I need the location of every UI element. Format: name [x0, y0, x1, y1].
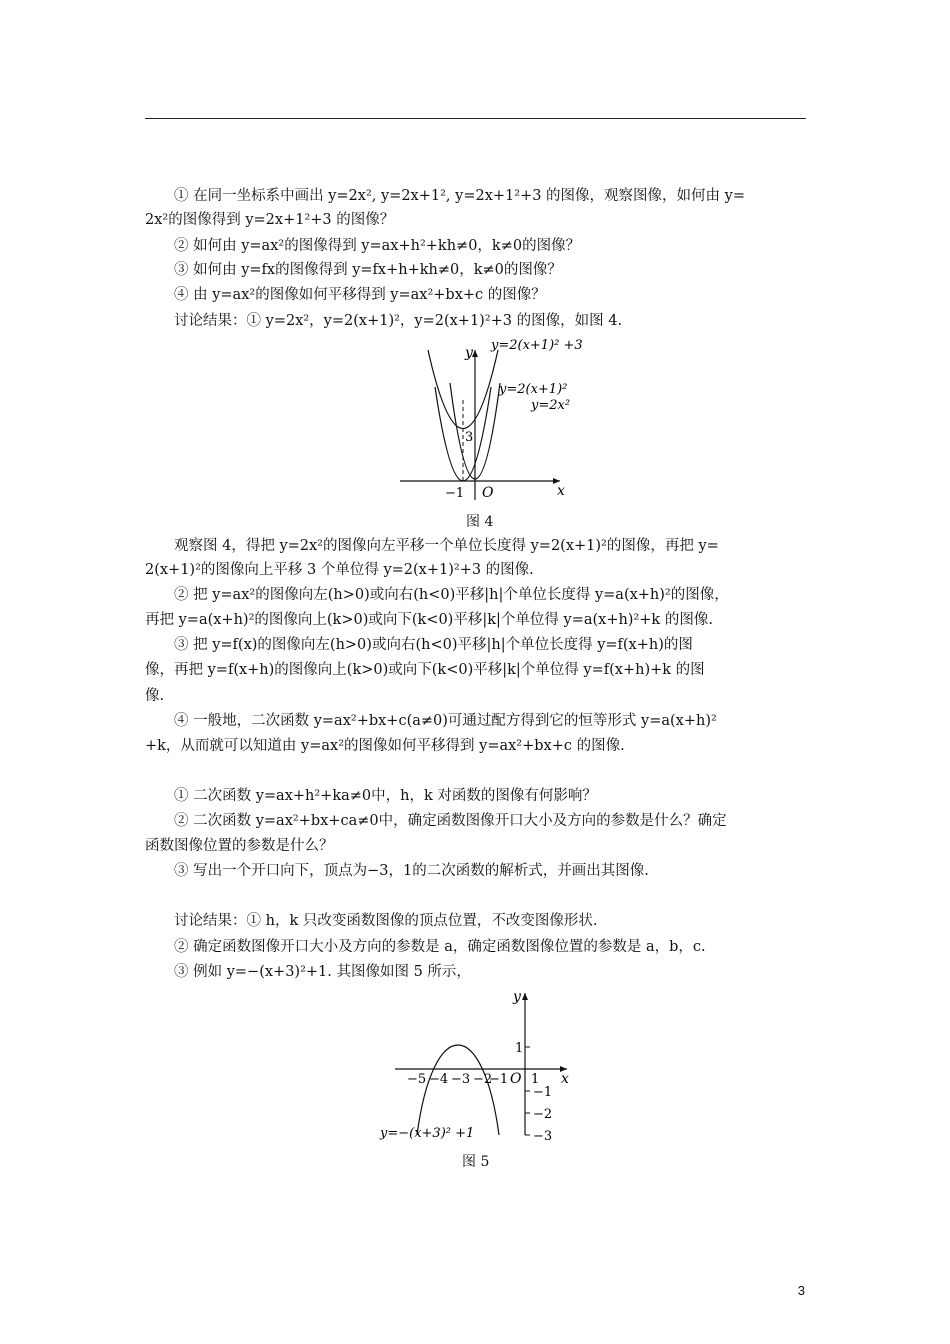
- text-line: 讨论结果：① y=2x²，y=2(x+1)²，y=2(x+1)²+3 的图像，如图 4.: [174, 313, 623, 329]
- figure-5-caption: 图 5: [462, 1154, 490, 1170]
- text-line: 像，再把 y=f(x+h)的图像向上(k>0)或向下(k<0)平移|k|个单位得 y=f(x+h)+k 的图: [145, 662, 705, 678]
- text-line: ③ 写出一个开口向下，顶点为−3，1的二次函数的解析式，并画出其图像.: [174, 863, 649, 879]
- header-rule: [145, 118, 806, 119]
- y-tick-label: −3: [533, 1129, 553, 1144]
- text-line: ② 把 y=ax²的图像向左(h>0)或向右(h<0)平移|h|个单位长度得 y=a(x+h)²的图像，: [174, 587, 729, 603]
- text-line: +k，从而就可以知道由 y=ax²的图像如何平移得到 y=ax²+bx+c 的图像.: [145, 738, 625, 754]
- origin-label: O: [482, 485, 494, 501]
- text-line: 观察图 4，得把 y=2x²的图像向左平移一个单位长度得 y=2(x+1)²的图像，再把 y=: [174, 538, 719, 554]
- y-arrow: [522, 993, 528, 1000]
- figure-4: [395, 335, 635, 505]
- text-line: ① 在同一坐标系中画出 y=2x², y=2x+1², y=2x+1²+3 的图像，观察图像，如何由 y=: [174, 188, 746, 204]
- text-line: 2x²的图像得到 y=2x+1²+3 的图像？: [145, 212, 395, 228]
- text-line: 2(x+1)²的图像向上平移 3 个单位得 y=2(x+1)²+3 的图像.: [145, 562, 534, 578]
- text-line: 像.: [145, 688, 165, 704]
- y-tick-label: 1: [515, 1041, 524, 1056]
- x-axis-label: x: [561, 1071, 569, 1087]
- x-tick-label: −5: [407, 1072, 427, 1087]
- text-line: ④ 一般地，二次函数 y=ax²+bx+c(a≠0)可通过配方得到它的恒等形式 y=a(x+h)²: [174, 713, 717, 729]
- text-line: ① 二次函数 y=ax+h²+ka≠0中，h，k 对函数的图像有何影响？: [174, 788, 597, 804]
- x-tick-label: −3: [451, 1072, 471, 1087]
- y-axis-label: y: [465, 345, 473, 361]
- text-line: ② 确定函数图像开口大小及方向的参数是 a，确定函数图像位置的参数是 a，b，c.: [174, 939, 706, 955]
- page-number: 3: [797, 1283, 805, 1298]
- x-tick-label: −2: [473, 1072, 493, 1087]
- text-line: ② 二次函数 y=ax²+bx+ca≠0中，确定函数图像开口大小及方向的参数是什么？确定: [174, 813, 727, 829]
- text-line: 函数图像位置的参数是什么？: [145, 838, 334, 854]
- x-axis-label: x: [557, 483, 565, 499]
- label-curve-low: y=2x²: [531, 398, 571, 413]
- label-curve-mid: y=2(x+1)²: [499, 382, 568, 397]
- parabola: [417, 1045, 499, 1135]
- curve-label: y=−(x+3)² +1: [380, 1126, 475, 1141]
- y-tick-label: −2: [533, 1107, 553, 1122]
- x-tick-label: 1: [531, 1072, 540, 1087]
- x-tick-label: −1: [489, 1072, 509, 1087]
- text-line: ② 如何由 y=ax²的图像得到 y=ax+h²+kh≠0，k≠0的图像？: [174, 238, 581, 254]
- tick-x: −1: [445, 486, 465, 501]
- text-line: ③ 例如 y=−(x+3)²+1. 其图像如图 5 所示，: [174, 964, 471, 980]
- x-tick-label: −4: [429, 1072, 449, 1087]
- text-line: ④ 由 y=ax²的图像如何平移得到 y=ax²+bx+c 的图像？: [174, 287, 546, 303]
- tick-y: 3: [465, 430, 474, 445]
- y-axis-label: y: [513, 989, 521, 1005]
- text-line: ③ 如何由 y=fx的图像得到 y=fx+h+kh≠0，k≠0的图像？: [174, 262, 562, 278]
- text-line: 讨论结果：① h，k 只改变函数图像的顶点位置，不改变图像形状.: [174, 913, 598, 929]
- origin-label: O: [510, 1071, 522, 1087]
- text-line: 再把 y=a(x+h)²的图像向上(k>0)或向下(k<0)平移|k|个单位得 y=a(x+h)²+k 的图像.: [145, 612, 713, 628]
- label-curve-top: y=2(x+1)² +3: [491, 338, 583, 353]
- figure-4-caption: 图 4: [466, 514, 494, 530]
- text-line: ③ 把 y=f(x)的图像向左(h>0)或向右(h<0)平移|h|个单位长度得 y=f(x+h)的图: [174, 637, 693, 653]
- figure-5: [375, 985, 585, 1145]
- y-tick-label: −1: [533, 1085, 553, 1100]
